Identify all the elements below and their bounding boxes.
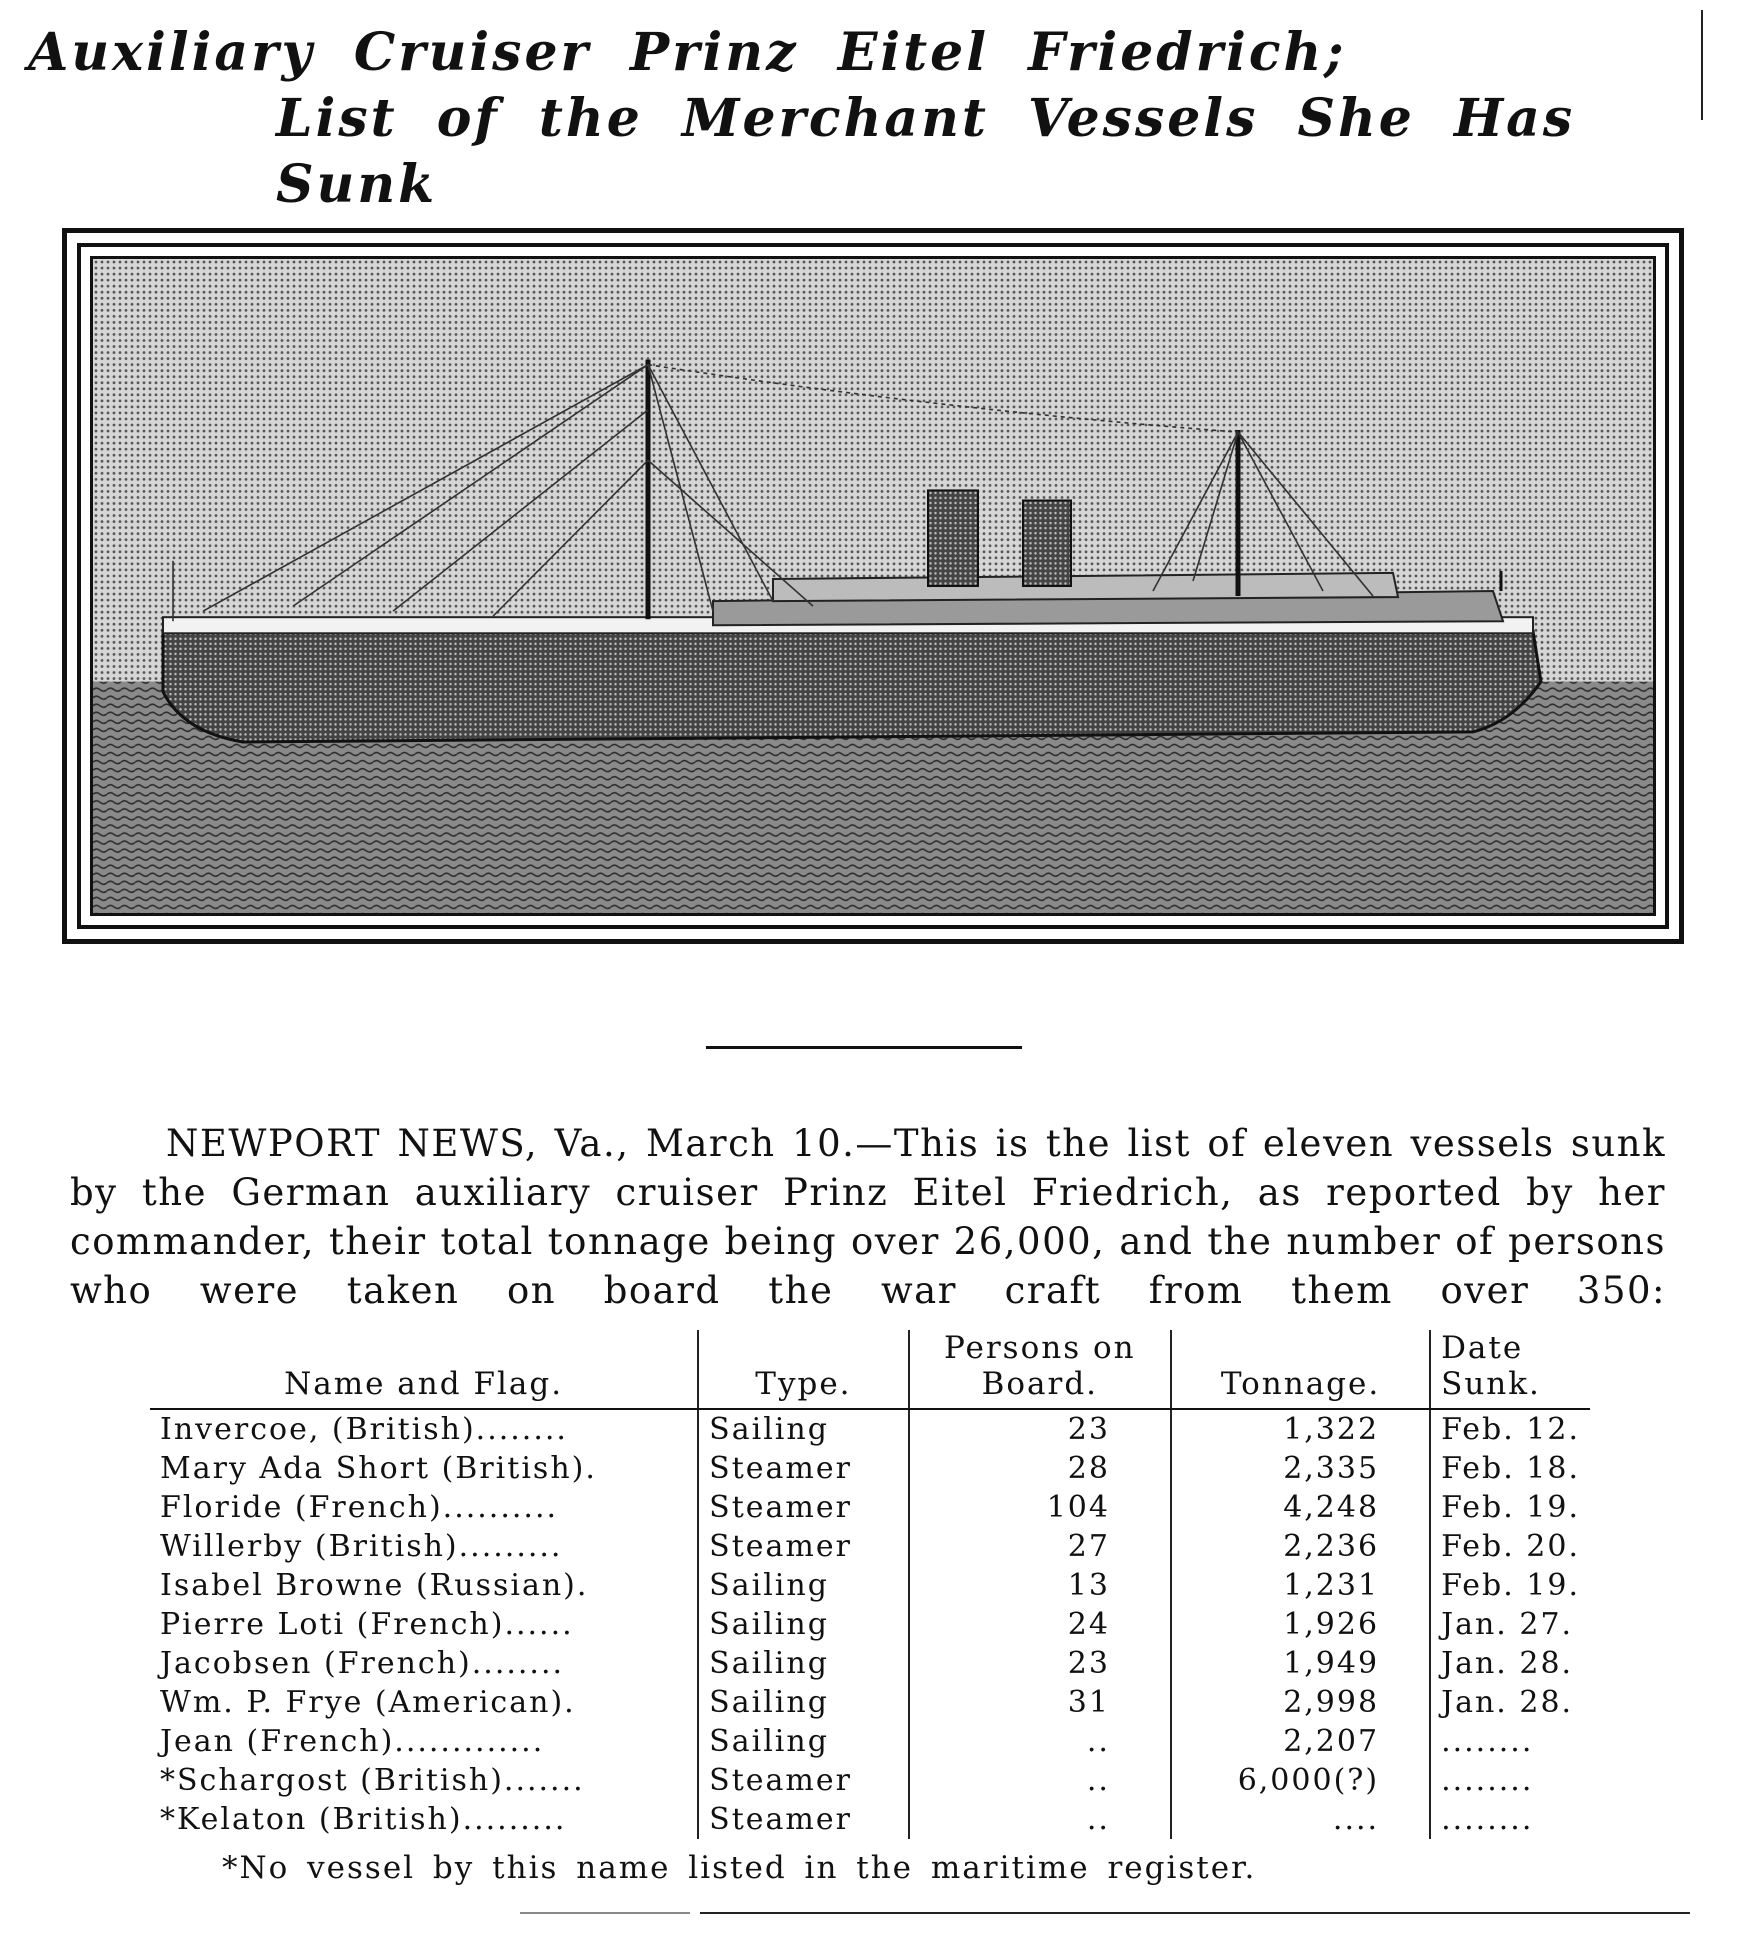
table-row: [150, 1800, 1590, 1839]
table-row: [150, 1644, 1590, 1683]
table-row: [150, 1722, 1590, 1761]
cell-type: Steamer: [698, 1488, 909, 1527]
cell-name: Jacobsen (French)........: [160, 1646, 565, 1681]
table-row: [150, 1605, 1590, 1644]
cell-type: Sailing: [698, 1722, 909, 1761]
cell-name: Invercoe, (British)........: [160, 1412, 568, 1447]
cell-type: Steamer: [698, 1800, 909, 1839]
cell-persons: ..: [909, 1800, 1171, 1839]
bottom-rule-left: [520, 1912, 690, 1914]
cell-name: *Kelaton (British).........: [160, 1802, 567, 1837]
cell-tonnage: 2,335: [1171, 1449, 1430, 1488]
cell-persons: 23: [909, 1644, 1171, 1683]
cell-name: Jean (French).............: [160, 1724, 545, 1759]
sunk-vessels-table: [150, 1330, 1590, 1839]
cell-date: Feb. 20.: [1430, 1527, 1590, 1566]
cell-persons: 13: [909, 1566, 1171, 1605]
cell-tonnage: 2,998: [1171, 1683, 1430, 1722]
cell-persons: 31: [909, 1683, 1171, 1722]
article-lede: [70, 1119, 1666, 1364]
cell-type: Sailing: [698, 1644, 909, 1683]
ship-photo-frame: [62, 228, 1684, 944]
cell-persons: ..: [909, 1722, 1171, 1761]
header-persons: Persons on Board.: [909, 1330, 1171, 1409]
cell-tonnage: 2,236: [1171, 1527, 1430, 1566]
cell-tonnage: ....: [1171, 1800, 1430, 1839]
bottom-rule: [700, 1912, 1690, 1914]
table-row: [150, 1566, 1590, 1605]
cell-type: Sailing: [698, 1605, 909, 1644]
cell-type: Steamer: [698, 1449, 909, 1488]
column-rule: [1701, 10, 1703, 120]
cell-tonnage: 2,207: [1171, 1722, 1430, 1761]
cell-name: Mary Ada Short (British).: [160, 1451, 597, 1486]
header-name: Name and Flag.: [150, 1330, 698, 1409]
table-row: [150, 1527, 1590, 1566]
cell-type: Sailing: [698, 1409, 909, 1449]
cell-date: ........: [1430, 1800, 1590, 1839]
cell-name: Isabel Browne (Russian).: [160, 1568, 589, 1603]
cell-date: ........: [1430, 1722, 1590, 1761]
cell-persons: 28: [909, 1449, 1171, 1488]
table-body: [150, 1409, 1590, 1839]
headline-line-2: List of the Merchant Vessels She Has Sunk: [276, 88, 1576, 215]
section-divider: [706, 1046, 1022, 1049]
cell-persons: 27: [909, 1527, 1171, 1566]
table-row: [150, 1488, 1590, 1527]
article-lede-text: NEWPORT NEWS, Va., March 10.—This is the list of eleven vessels sunk by the German auxiliary cruiser Prinz Eitel Friedrich, as reported by her commander, their total tonnage being over 26,000, and the number of persons who were taken on board the war craft from them over 350:: [70, 1122, 1666, 1312]
cell-tonnage: 1,926: [1171, 1605, 1430, 1644]
header-tonnage: Tonnage.: [1171, 1330, 1430, 1409]
ship-photo: [90, 256, 1656, 916]
cell-name: *Schargost (British).......: [160, 1763, 585, 1798]
header-type: Type.: [698, 1330, 909, 1409]
cell-date: Jan. 28.: [1430, 1683, 1590, 1722]
cell-persons: 23: [909, 1409, 1171, 1449]
cell-date: Jan. 28.: [1430, 1644, 1590, 1683]
table-row: [150, 1449, 1590, 1488]
cell-tonnage: 1,322: [1171, 1409, 1430, 1449]
cell-type: Sailing: [698, 1566, 909, 1605]
cell-date: ........: [1430, 1761, 1590, 1800]
headline: [28, 20, 1698, 218]
cell-persons: 104: [909, 1488, 1171, 1527]
table-footnote: *No vessel by this name listed in the maritime register.: [222, 1850, 1257, 1886]
cell-name: Floride (French)..........: [160, 1490, 559, 1525]
table-row: [150, 1683, 1590, 1722]
cell-date: Feb. 19.: [1430, 1566, 1590, 1605]
table-row: [150, 1409, 1590, 1449]
cell-name: Wm. P. Frye (American).: [160, 1685, 576, 1720]
table-row: [150, 1761, 1590, 1800]
header-date: Date Sunk.: [1430, 1330, 1590, 1409]
cell-type: Steamer: [698, 1527, 909, 1566]
cell-date: Feb. 19.: [1430, 1488, 1590, 1527]
cell-name: Pierre Loti (French)......: [160, 1607, 574, 1642]
cell-type: Sailing: [698, 1683, 909, 1722]
cell-persons: ..: [909, 1761, 1171, 1800]
cell-tonnage: 1,231: [1171, 1566, 1430, 1605]
table-header-row: [150, 1330, 1590, 1409]
cell-name: Willerby (British).........: [160, 1529, 563, 1564]
cell-type: Steamer: [698, 1761, 909, 1800]
headline-line-1: Auxiliary Cruiser Prinz Eitel Friedrich;: [28, 22, 1347, 83]
cell-tonnage: 4,248: [1171, 1488, 1430, 1527]
cell-date: Feb. 18.: [1430, 1449, 1590, 1488]
ship-illustration: [93, 259, 1653, 913]
cell-date: Jan. 27.: [1430, 1605, 1590, 1644]
cell-persons: 24: [909, 1605, 1171, 1644]
cell-date: Feb. 12.: [1430, 1409, 1590, 1449]
cell-tonnage: 1,949: [1171, 1644, 1430, 1683]
cell-tonnage: 6,000(?): [1171, 1761, 1430, 1800]
